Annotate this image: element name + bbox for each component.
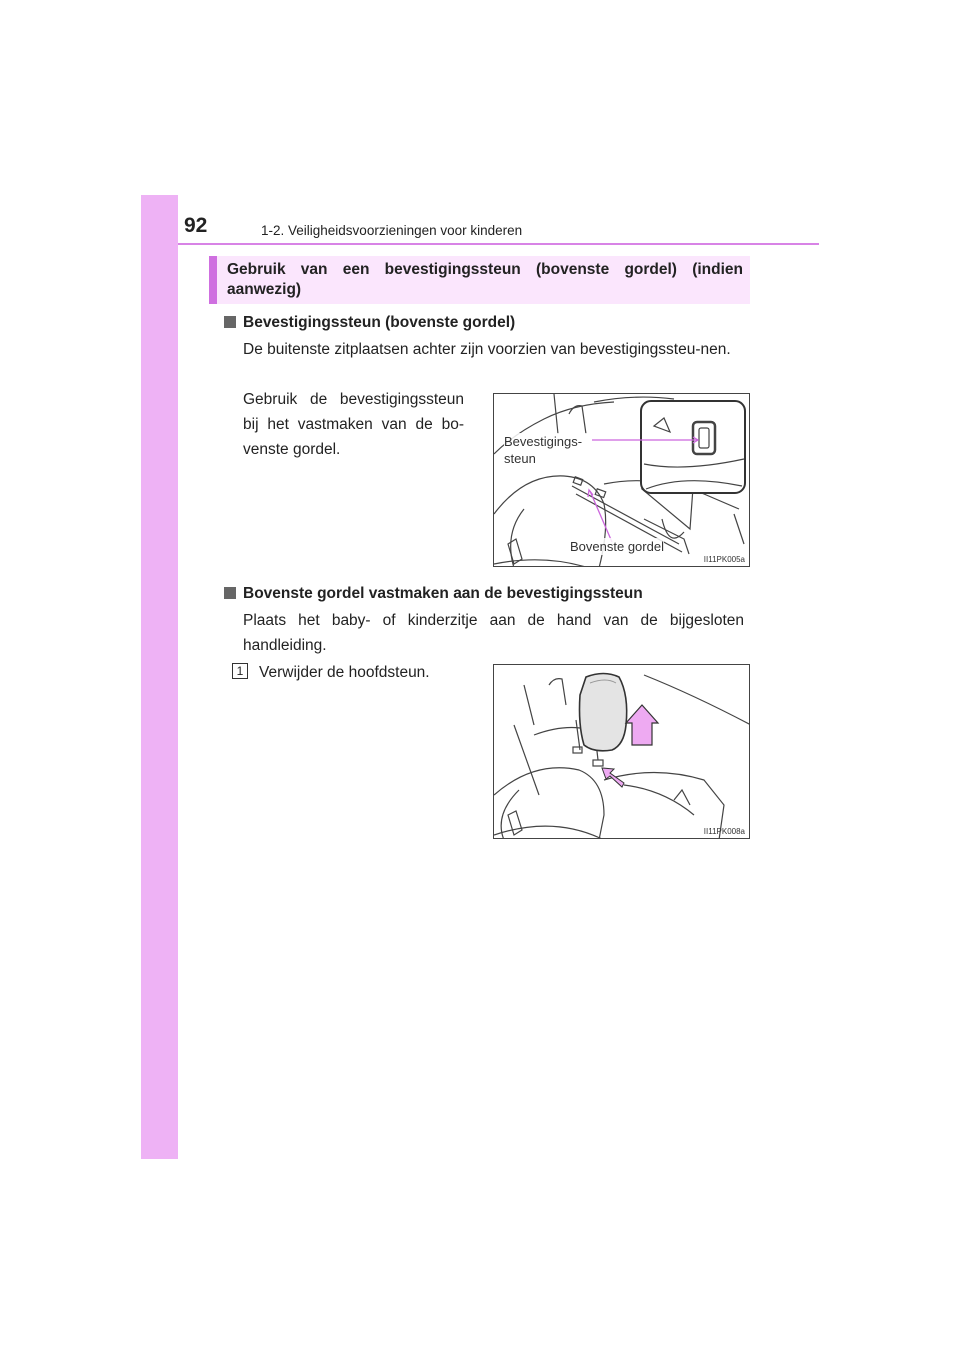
- step-number-badge: 1: [232, 663, 248, 679]
- page-number: 92: [184, 214, 208, 237]
- step-text: Verwijder de hoofdsteun.: [259, 664, 430, 681]
- header-rule: [178, 243, 819, 245]
- figure-code: II11PK005a: [703, 555, 745, 564]
- figure-remove-headrest: [493, 664, 750, 839]
- square-bullet-icon: [224, 587, 236, 599]
- callout-bovenste-gordel: Bovenste gordel: [570, 539, 664, 554]
- heading-vastmaken: Bovenste gordel vastmaken aan de bevestigingssteun: [224, 585, 643, 603]
- bracket-usage-paragraph: Gebruik de bevestigingssteun bij het vastmaken van de bo-venste gordel.: [243, 391, 464, 458]
- chapter-side-tab: [141, 195, 178, 1159]
- section-title: 1-2. Veiligheidsvoorzieningen voor kinderen: [261, 223, 523, 238]
- child-seat-paragraph: Plaats het baby- of kinderzitje aan de hand van de bijgesloten handleiding.: [243, 612, 744, 654]
- square-bullet-icon: [224, 316, 236, 328]
- heading-bevestigingssteun: Bevestigingssteun (bovenste gordel): [224, 314, 515, 332]
- intro-paragraph: De buitenste zitplaatsen achter zijn voorzien van bevestigingssteu-nen.: [243, 341, 731, 358]
- topic-title: Gebruik van een bevestigingssteun (bovenste gordel) (indien aanwezig): [227, 261, 743, 298]
- callout-bevestigingssteun: Bevestigings-steun: [504, 433, 588, 467]
- figure-code: II11PK008a: [703, 827, 745, 836]
- topic-title-box: [209, 256, 750, 304]
- headrest-removal-illustration: [494, 665, 750, 839]
- figure-anchor-bracket: [493, 393, 750, 567]
